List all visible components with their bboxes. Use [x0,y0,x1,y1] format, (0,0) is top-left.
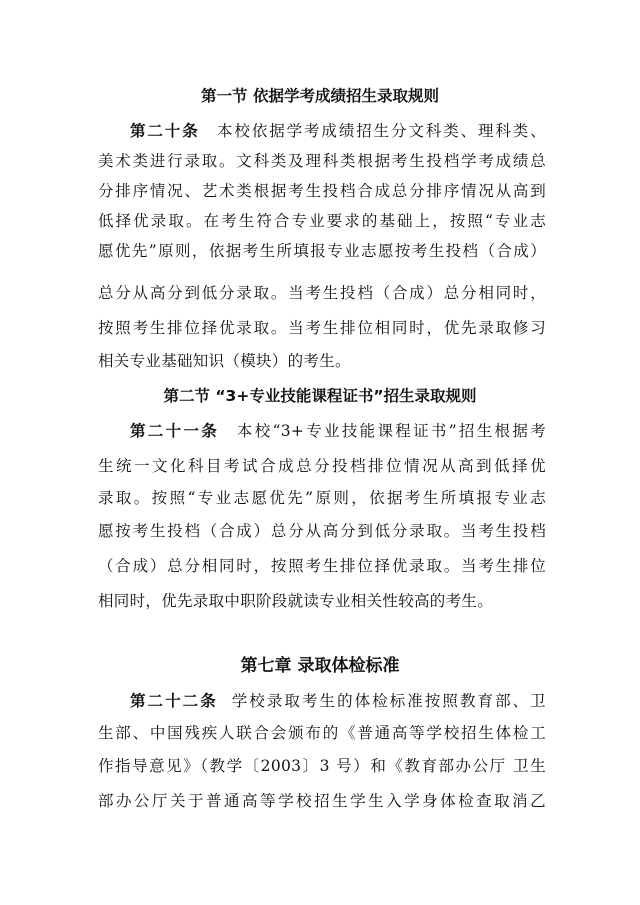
article-20-line-6: 总分从高分到低分录取。当考生投档（合成）总分相同时， [98,284,546,302]
article-21-line-3: 录取。按照“专业志愿优先”原则，依据考生所填报专业志 [98,489,546,507]
article-20-line-7: 按照考生排位择优录取。当考生排位相同时，优先录取修习 [98,319,546,337]
section-1-heading: 第一节 依据学考成绩招生录取规则 [201,87,439,105]
article-22-line-4: 部办公厅关于普通高等学校招生学生入学身体检查取消乙 [98,792,546,810]
article-20-line-4: 低择优录取。在考生符合专业要求的基础上，按照“专业志 [98,212,546,230]
article-21-line-5: （合成）总分相同时，按照考生排位择优录取。当考生排位 [98,557,546,575]
article-20-line-5: 愿优先”原则，依据考生所填报专业志愿按考生投档（合成） [98,242,546,260]
article-20-line-8: 相关专业基础知识（模块）的考生。 [98,352,351,370]
article-21-line-4: 愿按考生投档（合成）总分从高分到低分录取。当考生投档 [98,522,546,540]
chapter-7-heading: 第七章 录取体检标准 [240,656,400,676]
article-22-line-2: 生部、中国残疾人联合会颁布的《普通高等学校招生体检工 [98,724,546,742]
article-21-label: 第二十一条 [130,422,220,440]
article-20-line-3: 分排序情况、艺术类根据考生投档合成总分排序情况从高到 [98,182,546,200]
article-22-line-3: 作指导意见》（教学〔2003〕3 号）和《教育部办公厅 卫生 [98,757,546,775]
article-20-line-1: 第二十条 本校依据学考成绩招生分文科类、理科类、 [130,122,547,140]
article-22-line-1: 第二十二条 学校录取考生的体检标准按照教育部、卫 [130,692,546,710]
article-20-label: 第二十条 [130,122,200,140]
article-21-line-2: 生统一文化科目考试合成总分投档排位情况从高到低择优 [98,457,546,475]
section-2-heading: 第二节 “3+专业技能课程证书”招生录取规则 [163,387,477,405]
article-21-line-1: 第二十一条 本校“3+专业技能课程证书”招生根据考 [130,422,546,440]
article-22-label: 第二十二条 [130,692,218,710]
article-21-line-6: 相同时，优先录取中职阶段就读专业相关性较高的考生。 [98,592,494,610]
article-20-line-2: 美术类进行录取。文科类及理科类根据考生投档学考成绩总 [98,152,546,170]
